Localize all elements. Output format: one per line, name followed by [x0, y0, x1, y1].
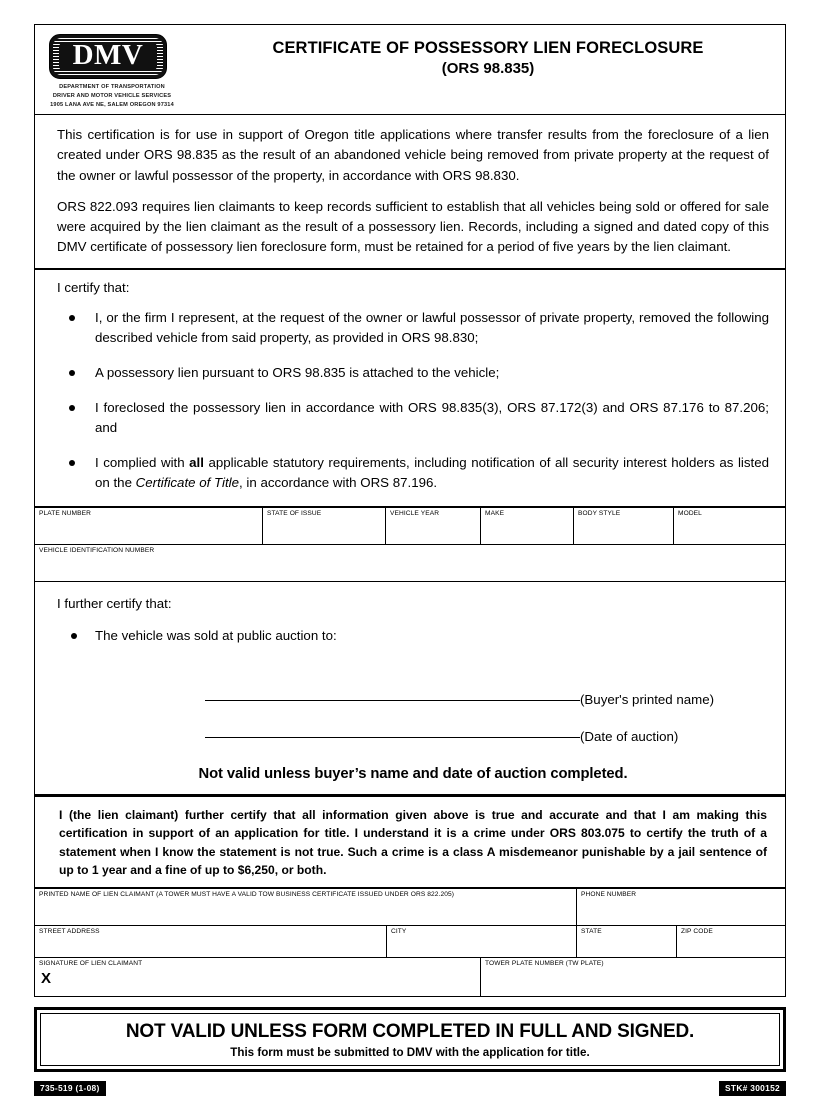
form-footer: [34, 1081, 786, 1096]
agency-address: [49, 83, 175, 110]
buyer-name-line-row: [57, 692, 769, 707]
certify-bullet-4-text-a: I complied with: [95, 455, 190, 471]
page-title: CERTIFICATE OF POSSESSORY LIEN FORECLOSURE: [272, 39, 704, 57]
intro-paragraph-2: ORS 822.093 requires lien claimants to keep records sufficient to establish that all vehicles being sold or offered for sale were acquired by the lien claimant as the result of a possessory lien. Records, including a signed and dated copy of this DMV certificate of possessory lien foreclosure form, must be retained for a period of five years by the lien claimant.: [57, 198, 769, 255]
certify-section: [34, 270, 786, 507]
certify-bullet-4: [57, 453, 769, 493]
field-model[interactable]: [674, 508, 785, 544]
field-city-label: CITY: [391, 928, 407, 936]
signature-x-mark: X: [41, 970, 52, 988]
agency-logo-block: [35, 31, 215, 110]
field-zip-code-label: ZIP CODE: [681, 928, 713, 936]
field-vehicle-year[interactable]: [386, 508, 481, 544]
field-vin[interactable]: [35, 545, 785, 581]
agency-line-3: 1905 LANA AVE NE, SALEM OREGON 97314: [50, 102, 174, 109]
field-printed-name-label: PRINTED NAME OF LIEN CLAIMANT (A TOWER MUST HAVE A VALID TOW BUSINESS CERTIFICATE ISSUED UNDER ORS 822.205): [39, 891, 455, 899]
form-title-block: [215, 31, 785, 78]
claimant-field-row-2: [34, 925, 786, 957]
agency-line-1: DEPARTMENT OF TRANSPORTATION: [59, 84, 165, 90]
intro-section: [34, 114, 786, 270]
bottom-warning-subtext: This form must be submitted to DMV with the application for title.: [230, 1046, 590, 1060]
field-model-label: MODEL: [678, 509, 702, 517]
claimant-field-row-1: [34, 888, 786, 925]
certify-bullet-3: I foreclosed the possessory lien in accordance with ORS 98.835(3), ORS 87.172(3) and ORS 87.176 to 87.206; and: [57, 398, 769, 438]
certify-bullet-2: A possessory lien pursuant to ORS 98.835 is attached to the vehicle;: [57, 363, 769, 383]
declaration-section: [34, 795, 786, 889]
field-make[interactable]: [481, 508, 574, 544]
field-zip-code[interactable]: [677, 926, 785, 957]
certify-bullet-list: [57, 308, 769, 493]
certify-bullet-4-text-b: applicable statutory requirements, including notification of all security interest holders as listed on the: [95, 455, 769, 490]
bottom-warning-box: [40, 1013, 780, 1066]
logo-wordmark: DMV: [72, 39, 144, 71]
field-tower-plate-label: TOWER PLATE NUMBER (TW PLATE): [485, 960, 604, 968]
page-subtitle: (ORS 98.835): [441, 59, 535, 77]
further-certify-bullet: The vehicle was sold at public auction to:: [57, 626, 769, 646]
buyer-name-label: (Buyer's printed name): [580, 691, 715, 707]
not-valid-notice: Not valid unless buyer’s name and date of auction completed.: [198, 765, 628, 782]
further-certify-lead: I further certify that:: [57, 595, 172, 611]
field-vehicle-year-label: VEHICLE YEAR: [390, 509, 440, 517]
field-phone-number[interactable]: [577, 889, 785, 925]
buyer-name-input-line[interactable]: [205, 700, 580, 701]
field-plate-number-label: PLATE NUMBER: [39, 509, 92, 517]
further-certify-section: [34, 581, 786, 795]
field-signature[interactable]: [35, 958, 481, 996]
field-body-style-label: BODY STYLE: [578, 509, 621, 517]
certify-bullet-4-emphasis: all: [189, 455, 204, 471]
certify-bullet-1: I, or the firm I represent, at the request of the owner or lawful possessor of private property, removed the following described vehicle from said property, as provided in ORS 98.830;: [57, 308, 769, 348]
field-phone-number-label: PHONE NUMBER: [581, 891, 637, 899]
field-state-label: STATE: [581, 928, 602, 936]
intro-paragraph-1: This certification is for use in support of Oregon title applications where transfer results from the foreclosure of a lien created under ORS 98.835 as the result of an abandoned vehicle being removed from private property at the request of the owner or lawful possessor of the property, in accordance with ORS 98.830.: [57, 127, 769, 183]
bottom-warning-frame: [34, 1007, 786, 1072]
claimant-field-row-3: [34, 957, 786, 997]
form-header: [34, 24, 786, 114]
certify-bullet-4-italic: Certificate of Title: [135, 474, 240, 490]
auction-date-line-row: [57, 729, 769, 744]
field-city[interactable]: [387, 926, 577, 957]
vehicle-field-row-1: [34, 507, 786, 544]
auction-date-input-line[interactable]: [205, 737, 580, 738]
field-make-label: MAKE: [485, 509, 505, 517]
field-street-address[interactable]: [35, 926, 387, 957]
logo-inner-plate: [59, 39, 157, 71]
field-plate-number[interactable]: [35, 508, 263, 544]
field-body-style[interactable]: [574, 508, 674, 544]
field-signature-label: SIGNATURE OF LIEN CLAIMANT: [39, 960, 143, 968]
declaration-text: I (the lien claimant) further certify that all information given above is true and accurate and that I am making this certification in support of an application for title. I understand it is a crime under ORS 803.075 to certify the truth of a statement when I know the statement is not true. Such a crime is a class A misdemeanor punishable by a jail sentence of up to 1 year and a fine of up to $6,250, or both.: [59, 807, 767, 877]
field-state-of-issue-label: STATE OF ISSUE: [267, 509, 322, 517]
form-page: [34, 24, 786, 1094]
field-street-address-label: STREET ADDRESS: [39, 928, 100, 936]
stock-number-tag: STK# 300152: [719, 1081, 786, 1096]
field-printed-name[interactable]: [35, 889, 577, 925]
field-state[interactable]: [577, 926, 677, 957]
field-vin-label: VEHICLE IDENTIFICATION NUMBER: [39, 546, 155, 554]
form-number-tag: 735-519 (1-08): [34, 1081, 106, 1096]
field-tower-plate[interactable]: [481, 958, 785, 996]
bottom-warning-headline: NOT VALID UNLESS FORM COMPLETED IN FULL AND SIGNED.: [125, 1021, 695, 1043]
field-state-of-issue[interactable]: [263, 508, 386, 544]
auction-date-label: (Date of auction): [580, 728, 679, 744]
agency-line-2: DRIVER AND MOTOR VEHICLE SERVICES: [52, 93, 172, 100]
dmv-logo-icon: [49, 34, 167, 79]
vehicle-field-row-2: [34, 544, 786, 581]
certify-bullet-4-text-c: , in accordance with ORS 87.196.: [239, 474, 438, 490]
certify-lead: I certify that:: [57, 280, 130, 296]
